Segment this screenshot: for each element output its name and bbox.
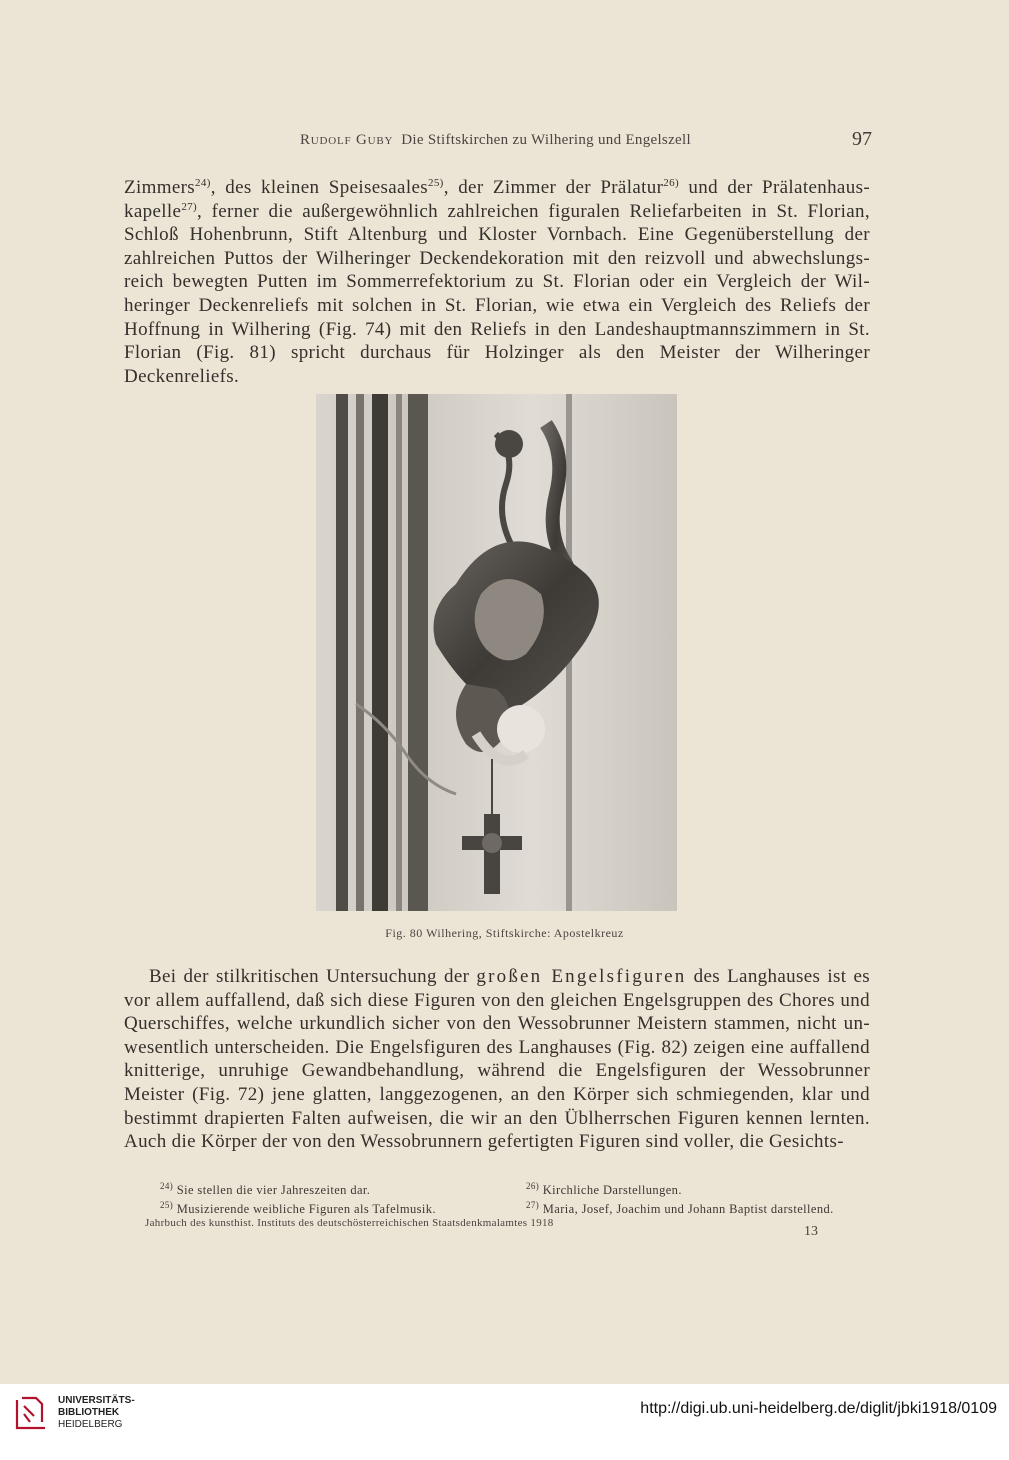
author-name: Rudolf Guby (300, 132, 394, 148)
footnote-ref-25: 25) (427, 177, 444, 189)
library-footer (0, 1384, 1009, 1460)
text-run: Bei der stilkritischen Untersuchung der (149, 966, 477, 987)
footnote-ref-26: 26) (663, 177, 679, 189)
page-number: 97 (852, 128, 872, 150)
library-name-line: UNIVERSITÄTS- (58, 1395, 135, 1406)
footnote-ref-27: 27) (181, 200, 198, 213)
text-run: , ferner die außergewöhnlich zahlreichen figuralen Reliefarbeiten in St. Florian, Schloß Hohenbrunn, Stift Altenburg und Kloster Vornbach. Eine Gegenüberstellung der zahlreichen Puttos der Wilheringer Deckendekoration mit den reizvoll und abwechslungs-reich bewegten Putten im Sommerrefektorium zu St. Florian oder ein Vergleich der Wil-heringer Deckenreliefs mit solchen in St. Florian, wie etwa ein Vergleich des Reliefs der Hoffnung in Wilhering (Fig. 74) mit den Reliefs in den Landeshauptmannszimmern in St. Florian (Fig. 81) spricht durchaus für Holzinger als den Meister der Wilheringer Deckenreliefs. (124, 200, 870, 387)
emphasis-spaced: großen Engelsfiguren (476, 966, 687, 987)
figure-caption: Fig. 80 Wilhering, Stiftskirche: Apostelkreuz (385, 926, 624, 940)
figure-photograph (316, 394, 677, 911)
library-name (58, 1395, 135, 1431)
running-head-text (300, 132, 800, 149)
article-title: Die Stiftskirchen zu Wilhering und Engelszell (401, 132, 691, 148)
footnote-24 (160, 1183, 370, 1198)
footnote-text: Sie stellen die vier Jahreszeiten dar. (173, 1183, 371, 1197)
publisher-line: Jahrbuch des kunsthist. Instituts des deutschösterreichischen Staatsdenkmalamtes 1918 (145, 1217, 554, 1229)
footnote-27 (526, 1202, 834, 1217)
text-run: Zimmers (124, 177, 196, 198)
footnote-26 (526, 1183, 682, 1198)
source-url-link[interactable]: http://digi.ub.uni-heidelberg.de/diglit/jbki1918/0109 (640, 1400, 997, 1417)
sheet-number: 13 (804, 1224, 818, 1239)
footnote-25 (160, 1202, 436, 1217)
footnote-ref-24: 24) (195, 177, 211, 189)
apostle-cross-photo (316, 394, 677, 911)
footnote-number: 24) (160, 1181, 174, 1191)
library-logo-icon (12, 1394, 50, 1432)
library-name-line: BIBLIOTHEK (58, 1407, 120, 1418)
footnote-number: 25) (160, 1200, 174, 1210)
footnote-text: Maria, Josef, Joachim und Johann Baptist darstellend. (539, 1202, 834, 1216)
text-run: , des kleinen Speisesaales (210, 177, 428, 198)
library-name-line: HEIDELBERG (58, 1419, 123, 1430)
footnote-text: Kirchliche Darstellungen. (539, 1183, 682, 1197)
paragraph-2 (124, 965, 870, 1154)
text-run: und der Prälatenhaus-kapelle (124, 177, 870, 222)
footnote-text: Musizierende weibliche Figuren als Tafelmusik. (173, 1202, 436, 1216)
text-run: , der Zimmer der Prälatur (443, 177, 664, 198)
paragraph-1 (124, 176, 870, 388)
text-run: des Langhauses ist es vor allem auffallend, daß sich diese Figuren von den gleichen Engelsgruppen des Chores und Querschiffes, welche urkundlich sicher von den Wessobrunner Meistern stammen, nicht un-wesentlich unterscheiden. Die Engelsfiguren des Langhauses (Fig. 82) zeigen eine auffallend knitterige, unruhige Gewandbehandlung, während die Engelsfiguren der Wessobrunner Meister (Fig. 72) jene glatten, langgezogenen, an den Körper sich schmiegenden, klar und bestimmt drapierten Falten aufweisen, die wir an den Üblherrschen Figuren kennen lernten. Auch die Körper der von den Wessobrunnern gefertigten Figuren sind voller, die Gesichts- (124, 966, 870, 1153)
footnote-number: 26) (526, 1181, 540, 1191)
footnote-number: 27) (526, 1200, 540, 1210)
